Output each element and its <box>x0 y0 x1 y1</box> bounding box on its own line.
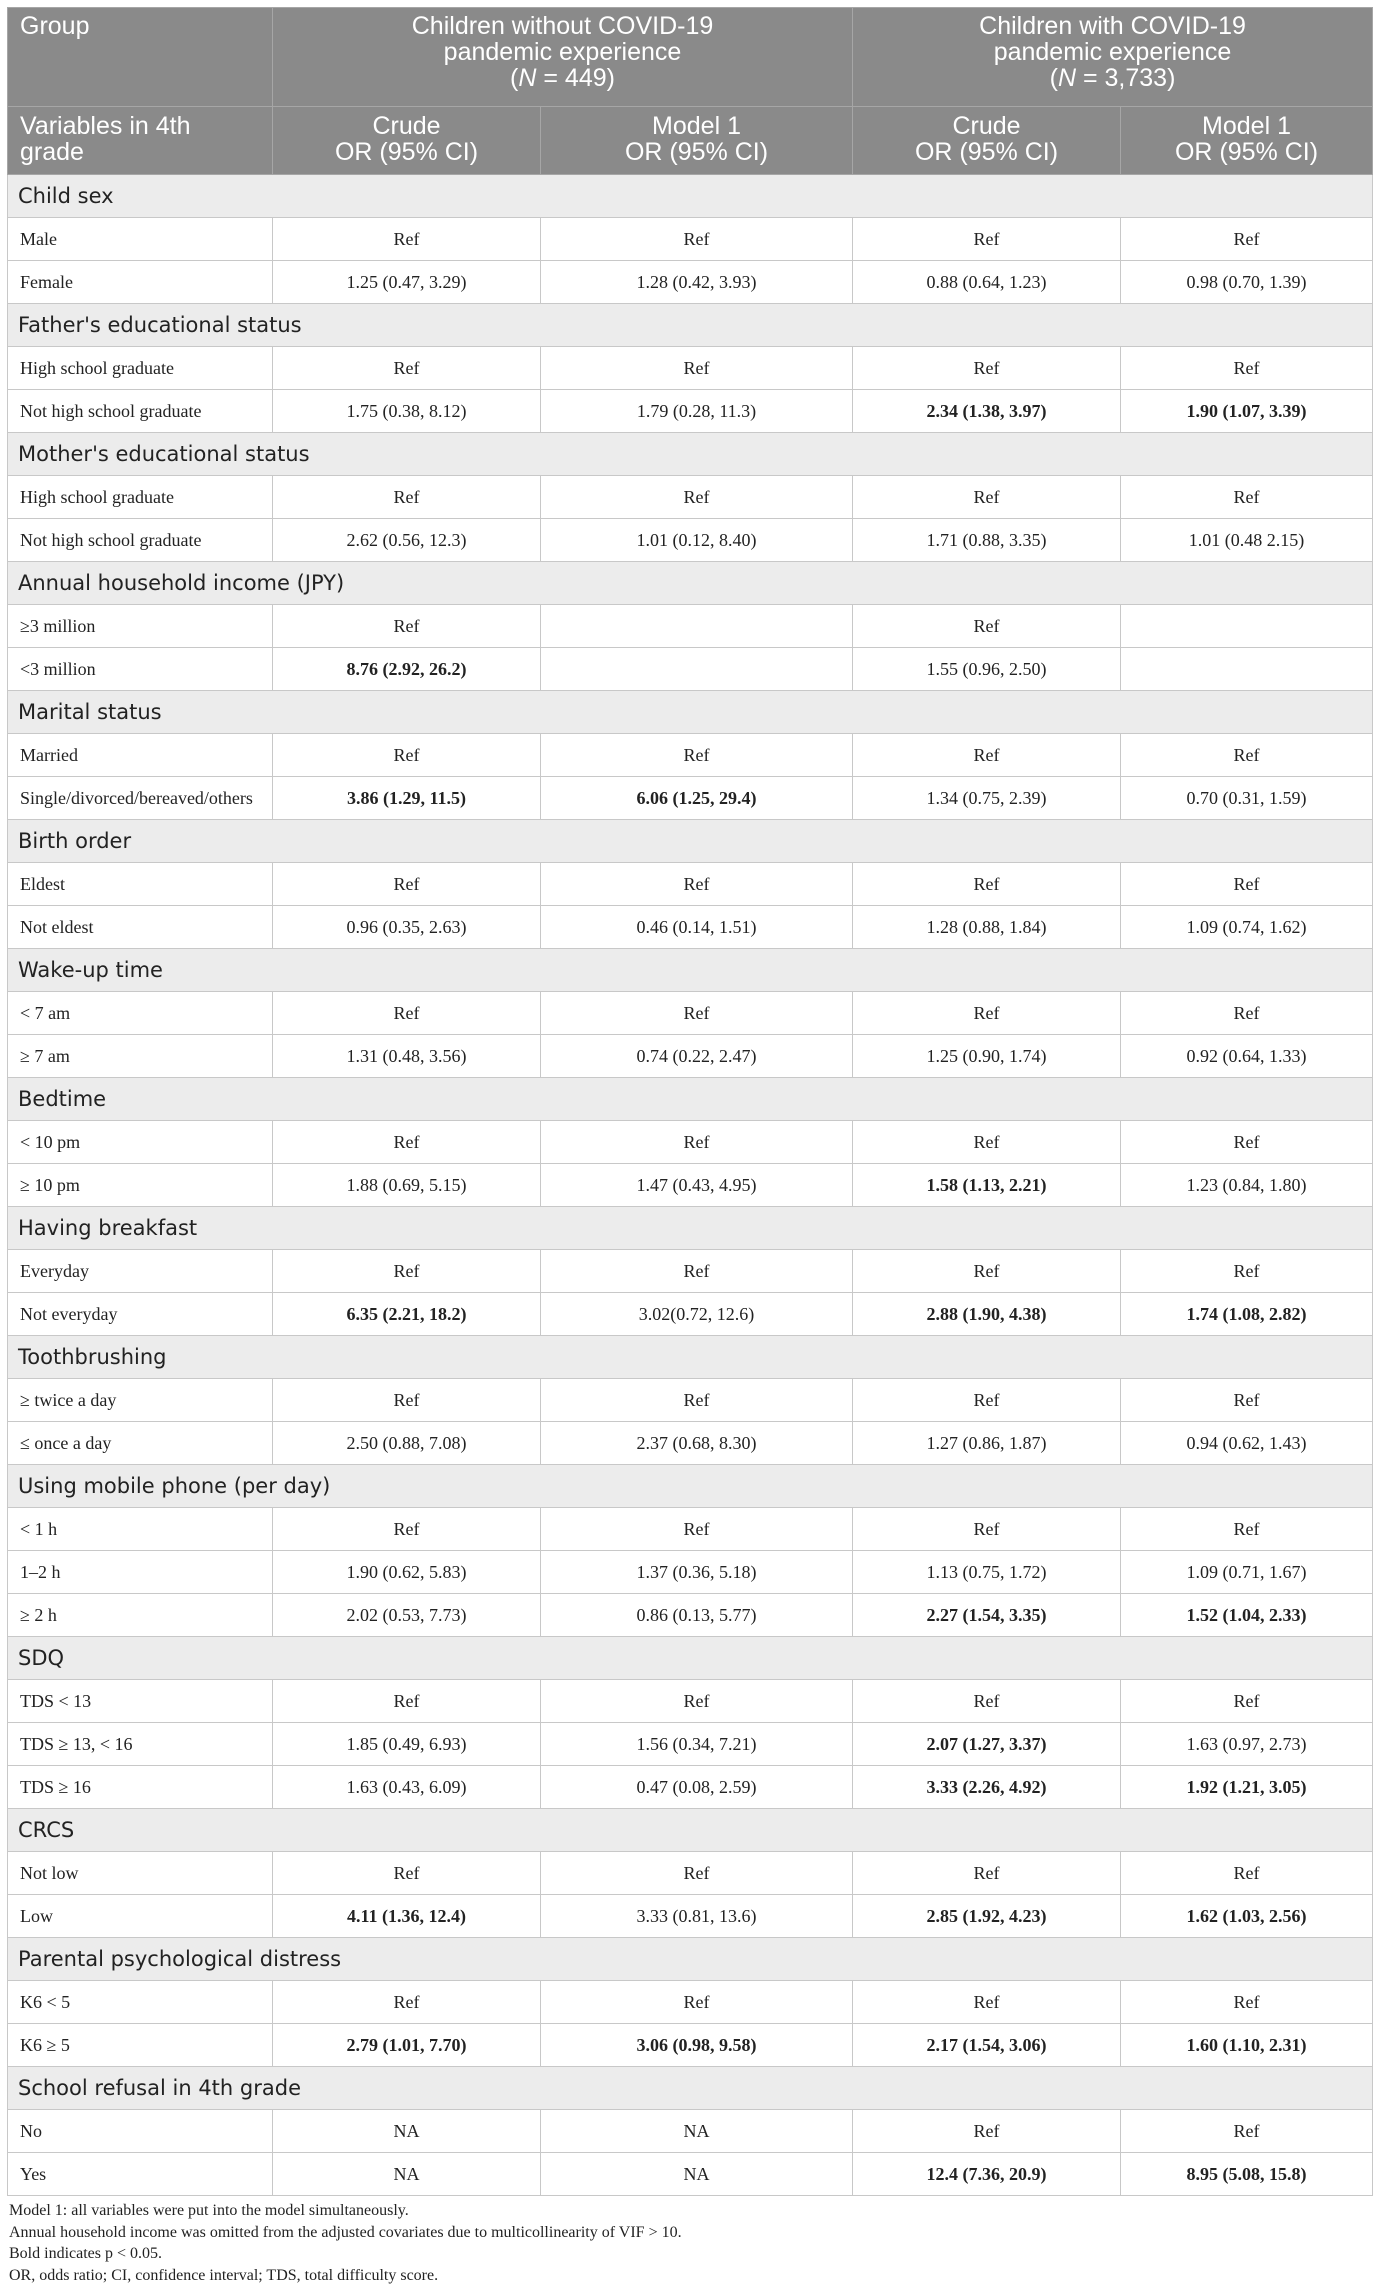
row-label: Female <box>8 261 273 304</box>
section-title: Annual household income (JPY) <box>8 562 1373 605</box>
with-model1-value: Ref <box>1121 1508 1373 1551</box>
without-model1-value: Ref <box>541 1852 853 1895</box>
with-crude-value: Ref <box>853 734 1121 777</box>
group-without-covid-header <box>273 8 853 107</box>
with-model1-value <box>1121 648 1373 691</box>
section-header-row <box>8 304 1373 347</box>
footnote-line: Model 1: all variables were put into the model simultaneously. <box>9 2202 409 2219</box>
section-title: Having breakfast <box>8 1207 1373 1250</box>
table-row <box>8 1852 1373 1895</box>
with-model1-header <box>1121 107 1373 175</box>
section-header-row <box>8 691 1373 734</box>
without-crude-value: 2.62 (0.56, 12.3) <box>273 519 541 562</box>
with-crude-value: Ref <box>853 992 1121 1035</box>
section-title: Parental psychological distress <box>8 1938 1373 1981</box>
with-model1-value: Ref <box>1121 2110 1373 2153</box>
without-model1-value: 3.33 (0.81, 13.6) <box>541 1895 853 1938</box>
with-crude-value: Ref <box>853 605 1121 648</box>
section-title: Marital status <box>8 691 1373 734</box>
without-crude-value: NA <box>273 2153 541 2196</box>
with-crude-value: 12.4 (7.36, 20.9) <box>853 2153 1121 2196</box>
table-row <box>8 648 1373 691</box>
without-model1-value: Ref <box>541 218 853 261</box>
row-label: Everyday <box>8 1250 273 1293</box>
with-crude-value: 1.34 (0.75, 2.39) <box>853 777 1121 820</box>
section-header-row <box>8 1336 1373 1379</box>
with-model1-value: 1.62 (1.03, 2.56) <box>1121 1895 1373 1938</box>
without-model1-value: NA <box>541 2153 853 2196</box>
with-model1-value: Ref <box>1121 992 1373 1035</box>
row-label: Single/divorced/bereaved/others <box>8 777 273 820</box>
without-crude-value: Ref <box>273 605 541 648</box>
without-crude-value: 4.11 (1.36, 12.4) <box>273 1895 541 1938</box>
table-row <box>8 261 1373 304</box>
with-crude-value: Ref <box>853 1981 1121 2024</box>
section-header-row <box>8 2067 1373 2110</box>
section-header-row <box>8 175 1373 218</box>
with-crude-value: 1.55 (0.96, 2.50) <box>853 648 1121 691</box>
with-crude-value: 3.33 (2.26, 4.92) <box>853 1766 1121 1809</box>
row-label: Not eldest <box>8 906 273 949</box>
without-crude-value: Ref <box>273 992 541 1035</box>
row-label: < 10 pm <box>8 1121 273 1164</box>
row-label: <3 million <box>8 648 273 691</box>
section-header-row <box>8 949 1373 992</box>
or-ci-label: OR (95% CI) <box>334 138 479 166</box>
row-label: K6 ≥ 5 <box>8 2024 273 2067</box>
without-model1-value: Ref <box>541 734 853 777</box>
group-without-n-value: = 449) <box>536 64 615 92</box>
variables-label-line1: Variables in 4th <box>20 112 191 140</box>
with-crude-value: 2.85 (1.92, 4.23) <box>853 1895 1121 1938</box>
section-title: Bedtime <box>8 1078 1373 1121</box>
without-crude-value: NA <box>273 2110 541 2153</box>
section-header-row <box>8 1078 1373 1121</box>
table-row <box>8 2024 1373 2067</box>
with-crude-value: 1.28 (0.88, 1.84) <box>853 906 1121 949</box>
without-crude-value: Ref <box>273 734 541 777</box>
row-label: Married <box>8 734 273 777</box>
without-model1-value: 1.37 (0.36, 5.18) <box>541 1551 853 1594</box>
section-title: Using mobile phone (per day) <box>8 1465 1373 1508</box>
group-without-line2: pandemic experience <box>443 38 682 66</box>
with-model1-value: Ref <box>1121 218 1373 261</box>
without-crude-value: 1.31 (0.48, 3.56) <box>273 1035 541 1078</box>
variables-header-cell <box>8 107 273 175</box>
row-label: ≥3 million <box>8 605 273 648</box>
with-model1-value: 1.74 (1.08, 2.82) <box>1121 1293 1373 1336</box>
row-label: ≥ 7 am <box>8 1035 273 1078</box>
without-model1-value: Ref <box>541 347 853 390</box>
group-header-row <box>8 8 1373 107</box>
with-crude-value: 2.27 (1.54, 3.35) <box>853 1594 1121 1637</box>
with-crude-value: Ref <box>853 476 1121 519</box>
without-model1-value: Ref <box>541 1981 853 2024</box>
table-row <box>8 347 1373 390</box>
without-model1-value: 6.06 (1.25, 29.4) <box>541 777 853 820</box>
or-ci-label: OR (95% CI) <box>1174 138 1319 166</box>
table-row <box>8 605 1373 648</box>
without-model1-value: 1.79 (0.28, 11.3) <box>541 390 853 433</box>
with-model1-value: 0.70 (0.31, 1.59) <box>1121 777 1373 820</box>
with-model1-value: 1.60 (1.10, 2.31) <box>1121 2024 1373 2067</box>
with-crude-value: Ref <box>853 347 1121 390</box>
section-title: School refusal in 4th grade <box>8 2067 1373 2110</box>
with-model1-value: Ref <box>1121 1680 1373 1723</box>
without-crude-value: Ref <box>273 476 541 519</box>
without-model1-value: 1.47 (0.43, 4.95) <box>541 1164 853 1207</box>
table-row <box>8 1250 1373 1293</box>
without-crude-value: 1.88 (0.69, 5.15) <box>273 1164 541 1207</box>
group-with-line2: pandemic experience <box>993 38 1232 66</box>
without-model1-value: Ref <box>541 992 853 1035</box>
row-label: Male <box>8 218 273 261</box>
with-crude-value: 1.71 (0.88, 3.35) <box>853 519 1121 562</box>
section-header-row <box>8 1809 1373 1852</box>
without-model1-value: Ref <box>541 1121 853 1164</box>
without-crude-value: 1.25 (0.47, 3.29) <box>273 261 541 304</box>
without-model1-value: 0.46 (0.14, 1.51) <box>541 906 853 949</box>
section-title: Wake-up time <box>8 949 1373 992</box>
row-label: High school graduate <box>8 347 273 390</box>
with-model1-value: Ref <box>1121 476 1373 519</box>
row-label: ≤ once a day <box>8 1422 273 1465</box>
table-row <box>8 1594 1373 1637</box>
with-model1-value: Ref <box>1121 1981 1373 2024</box>
row-label: Not high school graduate <box>8 390 273 433</box>
without-model1-value: Ref <box>541 476 853 519</box>
without-crude-value: Ref <box>273 1852 541 1895</box>
table-row <box>8 2110 1373 2153</box>
section-header-row <box>8 1207 1373 1250</box>
without-model1-header <box>541 107 853 175</box>
with-crude-value: 2.17 (1.54, 3.06) <box>853 2024 1121 2067</box>
table-row <box>8 1551 1373 1594</box>
without-model1-value: Ref <box>541 1680 853 1723</box>
table-row <box>8 1723 1373 1766</box>
with-model1-value: Ref <box>1121 1379 1373 1422</box>
with-crude-value: Ref <box>853 2110 1121 2153</box>
table-row <box>8 1121 1373 1164</box>
row-label: ≥ twice a day <box>8 1379 273 1422</box>
table-row <box>8 519 1373 562</box>
without-model1-value: 0.74 (0.22, 2.47) <box>541 1035 853 1078</box>
row-label: Not high school graduate <box>8 519 273 562</box>
with-crude-value: Ref <box>853 1680 1121 1723</box>
table-row <box>8 734 1373 777</box>
without-model1-value: 0.47 (0.08, 2.59) <box>541 1766 853 1809</box>
with-model1-value: Ref <box>1121 347 1373 390</box>
table-row <box>8 1379 1373 1422</box>
without-crude-value: Ref <box>273 863 541 906</box>
with-crude-value: Ref <box>853 863 1121 906</box>
group-with-n-var: N <box>1057 64 1077 92</box>
footnote-line: OR, odds ratio; CI, confidence interval; TDS, total difficulty score. <box>9 2266 439 2284</box>
table-row <box>8 1981 1373 2024</box>
without-model1-value <box>541 605 853 648</box>
table-row <box>8 476 1373 519</box>
row-label: Low <box>8 1895 273 1938</box>
group-without-n-var: N <box>518 64 537 92</box>
or-ci-label: OR (95% CI) <box>914 138 1059 166</box>
group-with-n-value: = 3,733) <box>1076 64 1176 92</box>
group-with-n-prefix: ( <box>1049 64 1058 92</box>
with-model1-value: Ref <box>1121 1250 1373 1293</box>
table-row <box>8 1766 1373 1809</box>
row-label: < 1 h <box>8 1508 273 1551</box>
model1-label: Model 1 <box>652 112 741 140</box>
footnote-line: Bold indicates p < 0.05. <box>9 2245 163 2262</box>
table-row <box>8 906 1373 949</box>
odds-ratio-table <box>7 7 1373 2196</box>
with-model1-value: Ref <box>1121 1121 1373 1164</box>
group-with-line1: Children with COVID-19 <box>979 12 1246 40</box>
model1-label: Model 1 <box>1202 112 1291 140</box>
section-header-row <box>8 1637 1373 1680</box>
with-model1-value: Ref <box>1121 734 1373 777</box>
without-crude-value: Ref <box>273 1508 541 1551</box>
with-model1-value: 1.92 (1.21, 3.05) <box>1121 1766 1373 1809</box>
with-model1-value: 8.95 (5.08, 15.8) <box>1121 2153 1373 2196</box>
without-crude-value: 6.35 (2.21, 18.2) <box>273 1293 541 1336</box>
table-row <box>8 1422 1373 1465</box>
table-footnotes <box>7 2200 1372 2286</box>
row-label: Yes <box>8 2153 273 2196</box>
with-crude-value: 1.58 (1.13, 2.21) <box>853 1164 1121 1207</box>
table-row <box>8 1035 1373 1078</box>
without-model1-value: Ref <box>541 1250 853 1293</box>
without-crude-value: 2.79 (1.01, 7.70) <box>273 2024 541 2067</box>
without-model1-value: Ref <box>541 863 853 906</box>
section-title: SDQ <box>8 1637 1373 1680</box>
without-model1-value: Ref <box>541 1379 853 1422</box>
section-header-row <box>8 562 1373 605</box>
with-model1-value: 1.09 (0.71, 1.67) <box>1121 1551 1373 1594</box>
with-crude-value: 2.88 (1.90, 4.38) <box>853 1293 1121 1336</box>
row-label: < 7 am <box>8 992 273 1035</box>
with-crude-value: 1.25 (0.90, 1.74) <box>853 1035 1121 1078</box>
group-without-line1: Children without COVID-19 <box>411 12 714 40</box>
table-row <box>8 218 1373 261</box>
row-label: TDS ≥ 16 <box>8 1766 273 1809</box>
without-crude-value: 2.02 (0.53, 7.73) <box>273 1594 541 1637</box>
group-without-n-prefix: ( <box>510 64 519 92</box>
without-model1-value: 1.01 (0.12, 8.40) <box>541 519 853 562</box>
table-row <box>8 992 1373 1035</box>
section-title: Father's educational status <box>8 304 1373 347</box>
with-crude-value: Ref <box>853 1852 1121 1895</box>
crude-label: Crude <box>372 112 441 140</box>
row-label: K6 < 5 <box>8 1981 273 2024</box>
without-crude-value: Ref <box>273 1981 541 2024</box>
with-crude-value: Ref <box>853 1379 1121 1422</box>
without-crude-value: Ref <box>273 1121 541 1164</box>
without-crude-value: Ref <box>273 1680 541 1723</box>
with-crude-value: Ref <box>853 1508 1121 1551</box>
without-crude-value: 3.86 (1.29, 11.5) <box>273 777 541 820</box>
without-model1-value: 1.56 (0.34, 7.21) <box>541 1723 853 1766</box>
row-label: High school graduate <box>8 476 273 519</box>
table-row <box>8 1895 1373 1938</box>
row-label: 1–2 h <box>8 1551 273 1594</box>
with-crude-value: 2.34 (1.38, 3.97) <box>853 390 1121 433</box>
with-model1-value: Ref <box>1121 863 1373 906</box>
without-model1-value: Ref <box>541 1508 853 1551</box>
without-crude-value: 8.76 (2.92, 26.2) <box>273 648 541 691</box>
table-row <box>8 390 1373 433</box>
row-label: Not low <box>8 1852 273 1895</box>
results-table-container <box>7 7 1372 2286</box>
table-row <box>8 2153 1373 2196</box>
with-model1-value: 1.90 (1.07, 3.39) <box>1121 390 1373 433</box>
with-crude-value: Ref <box>853 1250 1121 1293</box>
section-title: Birth order <box>8 820 1373 863</box>
without-crude-value: 1.90 (0.62, 5.83) <box>273 1551 541 1594</box>
section-title: Mother's educational status <box>8 433 1373 476</box>
section-header-row <box>8 1938 1373 1981</box>
without-crude-value: Ref <box>273 1250 541 1293</box>
section-header-row <box>8 1465 1373 1508</box>
or-ci-label: OR (95% CI) <box>624 138 769 166</box>
without-crude-value: Ref <box>273 218 541 261</box>
row-label: TDS ≥ 13, < 16 <box>8 1723 273 1766</box>
without-model1-value: 3.02(0.72, 12.6) <box>541 1293 853 1336</box>
with-model1-value: 0.98 (0.70, 1.39) <box>1121 261 1373 304</box>
with-crude-value: 1.13 (0.75, 1.72) <box>853 1551 1121 1594</box>
with-model1-value: 1.52 (1.04, 2.33) <box>1121 1594 1373 1637</box>
group-header-cell: Group <box>8 8 273 107</box>
group-with-covid-header <box>853 8 1373 107</box>
with-crude-value: 0.88 (0.64, 1.23) <box>853 261 1121 304</box>
without-model1-value: 2.37 (0.68, 8.30) <box>541 1422 853 1465</box>
without-model1-value <box>541 648 853 691</box>
with-model1-value: 1.63 (0.97, 2.73) <box>1121 1723 1373 1766</box>
table-row <box>8 777 1373 820</box>
with-crude-value: 2.07 (1.27, 3.37) <box>853 1723 1121 1766</box>
without-model1-value: 0.86 (0.13, 5.77) <box>541 1594 853 1637</box>
with-model1-value: 1.01 (0.48 2.15) <box>1121 519 1373 562</box>
with-model1-value: 1.09 (0.74, 1.62) <box>1121 906 1373 949</box>
section-title: Child sex <box>8 175 1373 218</box>
row-label: ≥ 10 pm <box>8 1164 273 1207</box>
table-row <box>8 1293 1373 1336</box>
with-model1-value: 0.94 (0.62, 1.43) <box>1121 1422 1373 1465</box>
without-crude-value: 0.96 (0.35, 2.63) <box>273 906 541 949</box>
row-label: TDS < 13 <box>8 1680 273 1723</box>
without-crude-value: Ref <box>273 347 541 390</box>
with-crude-value: Ref <box>853 1121 1121 1164</box>
table-body <box>8 175 1373 2196</box>
without-crude-value: Ref <box>273 1379 541 1422</box>
without-crude-value: 1.75 (0.38, 8.12) <box>273 390 541 433</box>
with-model1-value: Ref <box>1121 1852 1373 1895</box>
table-row <box>8 1680 1373 1723</box>
without-model1-value: 3.06 (0.98, 9.58) <box>541 2024 853 2067</box>
row-label: Eldest <box>8 863 273 906</box>
subheader-row <box>8 107 1373 175</box>
with-crude-value: 1.27 (0.86, 1.87) <box>853 1422 1121 1465</box>
without-crude-value: 2.50 (0.88, 7.08) <box>273 1422 541 1465</box>
footnote-line: Annual household income was omitted from the adjusted covariates due to multicollinearity of VIF > 10. <box>9 2223 682 2241</box>
without-model1-value: NA <box>541 2110 853 2153</box>
without-crude-value: 1.85 (0.49, 6.93) <box>273 1723 541 1766</box>
row-label: No <box>8 2110 273 2153</box>
without-crude-header <box>273 107 541 175</box>
section-title: CRCS <box>8 1809 1373 1852</box>
section-header-row <box>8 820 1373 863</box>
table-row <box>8 1508 1373 1551</box>
section-title: Toothbrushing <box>8 1336 1373 1379</box>
with-model1-value <box>1121 605 1373 648</box>
without-crude-value: 1.63 (0.43, 6.09) <box>273 1766 541 1809</box>
table-row <box>8 863 1373 906</box>
with-crude-header <box>853 107 1121 175</box>
with-model1-value: 1.23 (0.84, 1.80) <box>1121 1164 1373 1207</box>
row-label: ≥ 2 h <box>8 1594 273 1637</box>
with-model1-value: 0.92 (0.64, 1.33) <box>1121 1035 1373 1078</box>
crude-label: Crude <box>952 112 1021 140</box>
with-crude-value: Ref <box>853 218 1121 261</box>
row-label: Not everyday <box>8 1293 273 1336</box>
table-row <box>8 1164 1373 1207</box>
without-model1-value: 1.28 (0.42, 3.93) <box>541 261 853 304</box>
section-header-row <box>8 433 1373 476</box>
variables-label-line2: grade <box>20 138 84 166</box>
